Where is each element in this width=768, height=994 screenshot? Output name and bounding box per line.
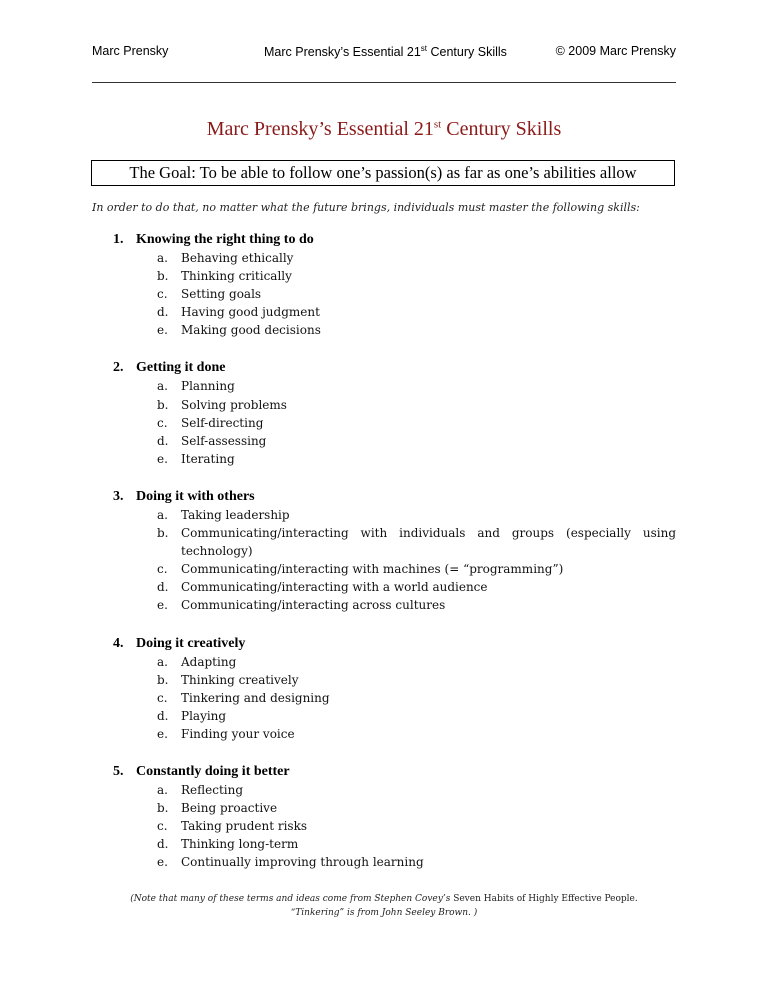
section-spacer (0, 468, 768, 487)
list-item (0, 267, 676, 285)
list-item (0, 725, 676, 743)
item-text: Adapting (181, 654, 237, 669)
item-text: Thinking long-term (181, 837, 299, 852)
section-number: 5. (113, 763, 124, 779)
list-item (0, 578, 676, 596)
item-text: Behaving ethically (181, 251, 294, 265)
header-copyright: © 2009 Marc Prensky (555, 44, 676, 58)
list-item (0, 321, 676, 339)
section-heading (113, 487, 768, 506)
list-item (0, 671, 676, 689)
list-item (0, 524, 676, 560)
item-letter: c. (157, 819, 168, 834)
list-item (0, 396, 676, 414)
list-item (0, 799, 676, 817)
item-text: Setting goals (181, 287, 262, 302)
item-letter: c. (157, 690, 168, 705)
item-letter: a. (157, 654, 168, 669)
item-letter: a. (157, 379, 168, 394)
book-title: Seven Habits of Highly Effective People (453, 894, 635, 904)
list-item (0, 653, 676, 671)
section-title: Doing it creatively (136, 635, 246, 651)
item-text: Communicating/interacting with a world audience (181, 580, 488, 595)
list-item (0, 377, 676, 395)
skill-section (0, 762, 768, 871)
item-text: Being proactive (181, 801, 278, 816)
list-item (0, 853, 676, 871)
list-item (0, 450, 676, 468)
item-text: Tinkering and designing (181, 690, 330, 705)
item-letter: a. (157, 507, 168, 522)
item-letter: c. (157, 415, 168, 430)
item-text: Self-assessing (181, 433, 267, 448)
section-number: 1. (113, 232, 124, 247)
item-text: Communicating/interacting with individuals and groups (especially using technology) (181, 526, 676, 559)
item-text: Continually improving through learning (181, 855, 424, 870)
list-item (0, 432, 676, 450)
list-item (0, 817, 676, 835)
section-heading (113, 358, 768, 377)
footnote: (Note that many of these terms and ideas come from Stephen Covey’s Seven Habits of Highly Effective People. “Tinkering” is from John Seeley Brown. ) (130, 894, 638, 918)
item-letter: d. (157, 580, 169, 595)
header-document-title: Marc Prensky’s Essential 21st Century Skills (264, 44, 507, 60)
item-letter: d. (157, 837, 169, 852)
item-letter: e. (157, 726, 168, 741)
section-heading (113, 762, 768, 781)
item-text: Making good decisions (181, 323, 321, 338)
item-text: Having good judgment (181, 305, 320, 320)
intro-text: In order to do that, no matter what the future brings, individuals must master the following skills: (92, 201, 640, 214)
skills-list (0, 230, 768, 871)
item-text: Taking prudent risks (181, 819, 308, 834)
item-letter: d. (157, 708, 169, 723)
item-text: Communicating/interacting across cultures (181, 598, 446, 613)
goal-box: The Goal: To be able to follow one’s passion(s) as far as one’s abilities allow (91, 160, 675, 186)
item-letter: e. (157, 598, 168, 613)
skill-section (0, 230, 768, 339)
item-letter: b. (157, 269, 169, 284)
section-heading (113, 230, 768, 249)
item-text: Communicating/interacting with machines (= “programming”) (181, 562, 564, 577)
section-number: 3. (113, 488, 124, 504)
list-item (0, 560, 676, 578)
section-spacer (0, 615, 768, 634)
section-heading (113, 634, 768, 653)
skill-section (0, 358, 768, 467)
list-item (0, 303, 676, 321)
section-spacer (0, 743, 768, 762)
item-letter: d. (157, 433, 169, 448)
list-item (0, 689, 676, 707)
item-letter: c. (157, 287, 168, 302)
section-title: Getting it done (136, 360, 226, 376)
list-item (0, 414, 676, 432)
item-letter: e. (157, 451, 168, 466)
section-number: 4. (113, 635, 124, 651)
item-letter: e. (157, 323, 168, 338)
item-letter: e. (157, 855, 168, 870)
section-spacer (0, 339, 768, 358)
item-text: Playing (181, 708, 227, 723)
header-author: Marc Prensky (92, 44, 169, 58)
list-item (0, 596, 676, 614)
list-item (0, 707, 676, 725)
page-header (92, 44, 676, 62)
list-item (0, 781, 676, 799)
page-title: Marc Prensky’s Essential 21st Century Skills (206, 118, 562, 140)
list-item (0, 506, 676, 524)
skill-section (0, 487, 768, 615)
item-text: Solving problems (181, 397, 287, 412)
header-rule (92, 82, 676, 83)
item-text: Taking leadership (181, 507, 290, 522)
item-letter: a. (157, 251, 168, 265)
list-item (0, 249, 676, 267)
item-text: Reflecting (181, 782, 244, 797)
section-number: 2. (113, 360, 124, 376)
item-text: Thinking critically (181, 269, 292, 284)
item-text: Thinking creatively (181, 672, 299, 687)
item-letter: b. (157, 526, 169, 541)
skill-section (0, 634, 768, 743)
list-item (0, 285, 676, 303)
item-letter: b. (157, 397, 169, 412)
section-title: Constantly doing it better (136, 763, 290, 779)
section-title: Doing it with others (136, 488, 255, 504)
item-letter: b. (157, 672, 169, 687)
list-item (0, 835, 676, 853)
item-text: Self-directing (181, 415, 264, 430)
item-letter: d. (157, 305, 169, 320)
item-text: Iterating (181, 451, 235, 466)
item-letter: b. (157, 801, 169, 816)
item-letter: c. (157, 562, 168, 577)
section-title: Knowing the right thing to do (136, 232, 314, 247)
item-letter: a. (157, 782, 168, 797)
item-text: Planning (181, 379, 235, 394)
item-text: Finding your voice (181, 726, 295, 741)
